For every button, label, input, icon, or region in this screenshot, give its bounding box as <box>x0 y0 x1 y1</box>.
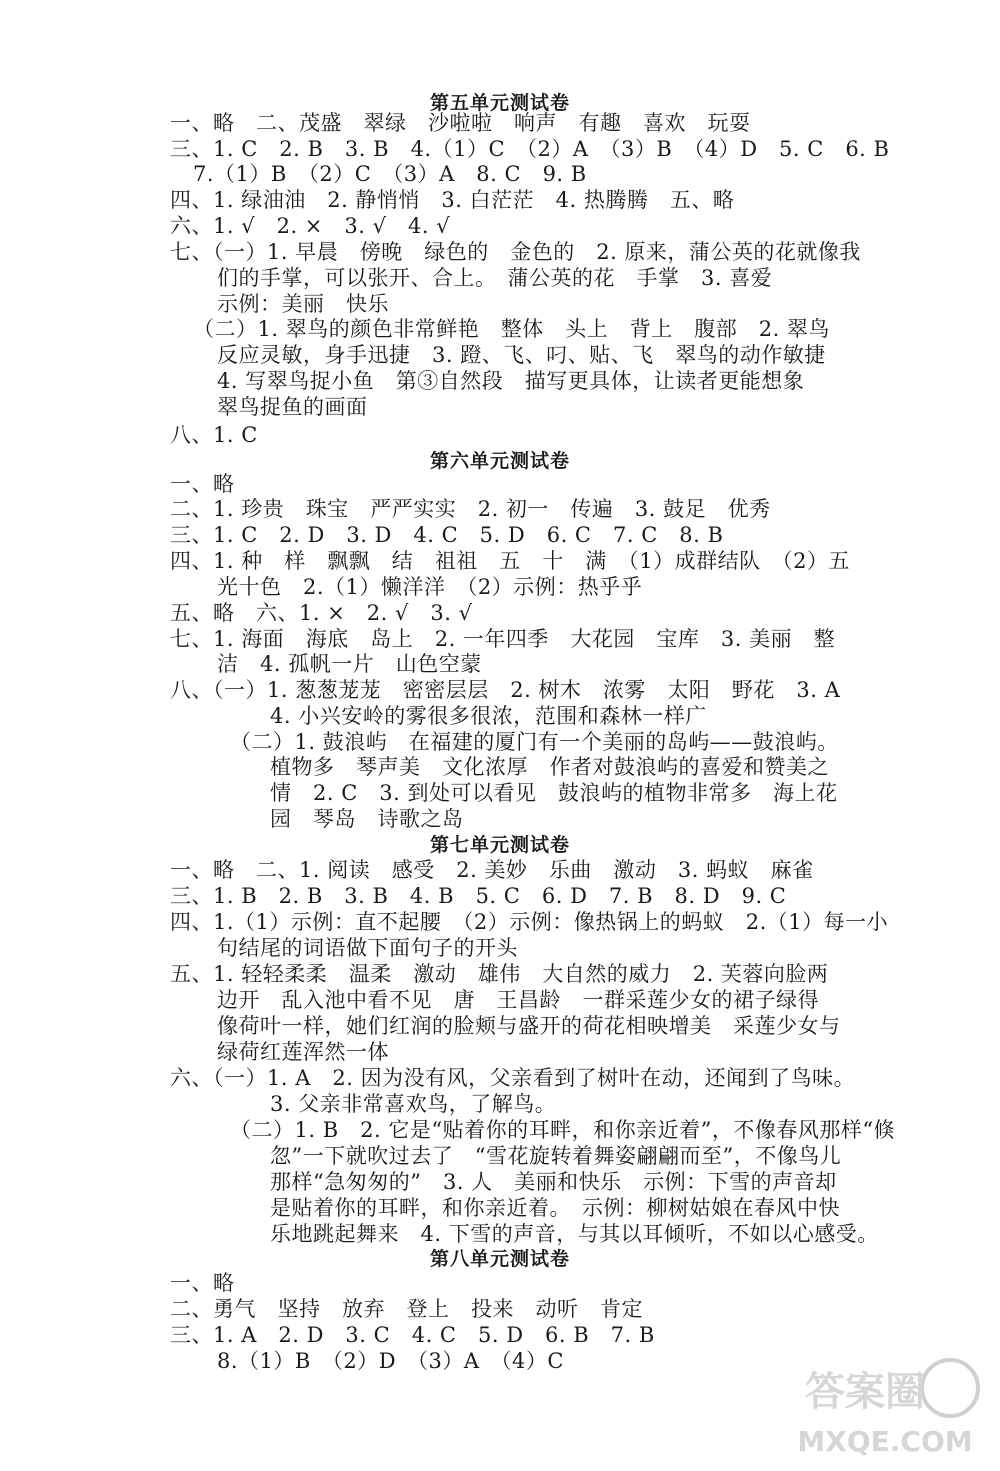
answer-line: 洁 4. 孤帆一片 山色空蒙 <box>217 652 482 676</box>
answer-line: 情 2. C 3. 到处可以看见 鼓浪屿的植物非常多 海上花 <box>270 781 838 805</box>
answer-line: 一、略 <box>170 1271 235 1295</box>
answer-line: 植物多 琴声美 文化浓厚 作者对鼓浪屿的喜爱和赞美之 <box>270 755 829 779</box>
watermark-site-text: MXQE.COM <box>797 1425 973 1458</box>
watermark-logo <box>770 1343 990 1463</box>
answer-line: 二、勇气 坚持 放弃 登上 投来 动听 肯定 <box>170 1297 643 1321</box>
answer-line: 四、1. 绿油油 2. 静悄悄 3. 白茫茫 4. 热腾腾 五、略 <box>170 188 735 212</box>
section-title: 第五单元测试卷 <box>429 92 570 114</box>
answer-line: 像荷叶一样，她们红润的脸颊与盛开的荷花相映增美 采莲少女与 <box>217 1014 841 1038</box>
answer-line: （二）1. 翠鸟的颜色非常鲜艳 整体 头上 背上 腹部 2. 翠鸟 <box>193 317 830 341</box>
answer-line: 一、略 二、1. 阅读 感受 2. 美妙 乐曲 激动 3. 蚂蚁 麻雀 <box>170 858 814 882</box>
answer-line: 六、1. √ 2. × 3. √ 4. √ <box>170 214 451 238</box>
answer-line: 乐地跳起舞来 4. 下雪的声音，与其以耳倾听，不如以心感受。 <box>270 1222 879 1246</box>
answer-line: 四、1.（1）示例：直不起腰 （2）示例：像热锅上的蚂蚁 2.（1）每一小 <box>170 910 889 934</box>
answer-line: 8.（1）B （2）D （3）A （4）C <box>217 1349 564 1373</box>
answer-line: 八、1. C <box>170 423 258 447</box>
section-title: 第八单元测试卷 <box>429 1248 570 1270</box>
answer-line: 是贴着你的耳畔，和你亲近着。 示例：柳树姑娘在春风中快 <box>270 1196 840 1220</box>
answer-line: 八、（一）1. 葱葱茏茏 密密层层 2. 树木 浓雾 太阳 野花 3. A <box>170 678 841 702</box>
answer-line: 三、1. B 2. B 3. B 4. B 5. C 6. D 7. B 8. D 9. C <box>170 884 787 908</box>
answer-line: 七、（一）1. 早晨 傍晚 绿色的 金色的 2. 原来，蒲公英的花就像我 <box>170 240 861 264</box>
answer-line: 园 琴岛 诗歌之岛 <box>270 807 464 831</box>
watermark-logo-text: 答案圈 <box>805 1369 925 1415</box>
answer-line: 三、1. A 2. D 3. C 4. C 5. D 6. B 7. B <box>170 1323 655 1347</box>
answer-line: 三、1. C 2. B 3. B 4.（1）C （2）A （3）B （4）D 5. C 6. B <box>170 137 890 161</box>
answer-line: 七、1. 海面 海底 岛上 2. 一年四季 大花园 宝库 3. 美丽 整 <box>170 627 836 651</box>
answer-line: 四、1. 种 样 飘飘 结 祖祖 五 十 满 （1）成群结队 （2）五 <box>170 549 850 573</box>
answer-line: 那样“急匆匆的” 3. 人 美丽和快乐 示例：下雪的声音却 <box>270 1170 837 1194</box>
answer-line: 二、1. 珍贵 珠宝 严严实实 2. 初一 传遍 3. 鼓足 优秀 <box>170 497 771 521</box>
answer-line: 3. 父亲非常喜欢鸟，了解鸟。 <box>270 1092 557 1116</box>
answer-line: 边开 乱入池中看不见 唐 王昌龄 一群采莲少女的裙子绿得 <box>217 988 819 1012</box>
answer-line: 一、略 <box>170 472 235 496</box>
answer-line: 4. 小兴安岭的雾很多很浓，范围和森林一样广 <box>270 704 707 728</box>
section-title: 第六单元测试卷 <box>429 450 570 472</box>
section-title: 第七单元测试卷 <box>429 834 570 856</box>
answer-line: 一、略 二、茂盛 翠绿 沙啦啦 响声 有趣 喜欢 玩耍 <box>170 111 751 135</box>
answer-line: 示例：美丽 快乐 <box>217 292 389 316</box>
answer-line: （二）1. 鼓浪屿 在福建的厦门有一个美丽的岛屿——鼓浪屿。 <box>230 730 839 754</box>
answer-line: 7.（1）B （2）C （3）A 8. C 9. B <box>193 162 587 186</box>
answer-line: 忽”一下就吹过去了 “雪花旋转着舞姿翩翩而至”，不像鸟儿 <box>270 1144 842 1168</box>
answer-line: 反应灵敏，身手迅捷 3. 蹬、飞、叼、贴、飞 翠鸟的动作敏捷 <box>217 343 826 367</box>
answer-line: 们的手掌，可以张开、合上。 蒲公英的花 手掌 3. 喜爱 <box>217 266 773 290</box>
answer-line: （二）1. B 2. 它是“贴着你的耳畔，和你亲近着”，不像春风那样“倏 <box>230 1118 896 1142</box>
answer-line: 光十色 2.（1）懒洋洋 （2）示例：热乎乎 <box>217 575 643 599</box>
answer-line: 4. 写翠鸟捉小鱼 第③自然段 描写更具体，让读者更能想象 <box>217 369 805 393</box>
answer-line: 翠鸟捉鱼的画面 <box>217 395 368 419</box>
answer-line: 三、1. C 2. D 3. D 4. C 5. D 6. C 7. C 8. B <box>170 523 724 547</box>
answer-line: 绿荷红莲浑然一体 <box>217 1040 389 1064</box>
answer-line: 五、略 六、1. × 2. √ 3. √ <box>170 601 473 625</box>
answer-line: 六、（一）1. A 2. 因为没有风，父亲看到了树叶在动，还闻到了鸟味。 <box>170 1066 856 1090</box>
answer-line: 五、1. 轻轻柔柔 温柔 激动 雄伟 大自然的威力 2. 芙蓉向脸两 <box>170 962 829 986</box>
answer-line: 句结尾的词语做下面句子的开头 <box>217 936 518 960</box>
